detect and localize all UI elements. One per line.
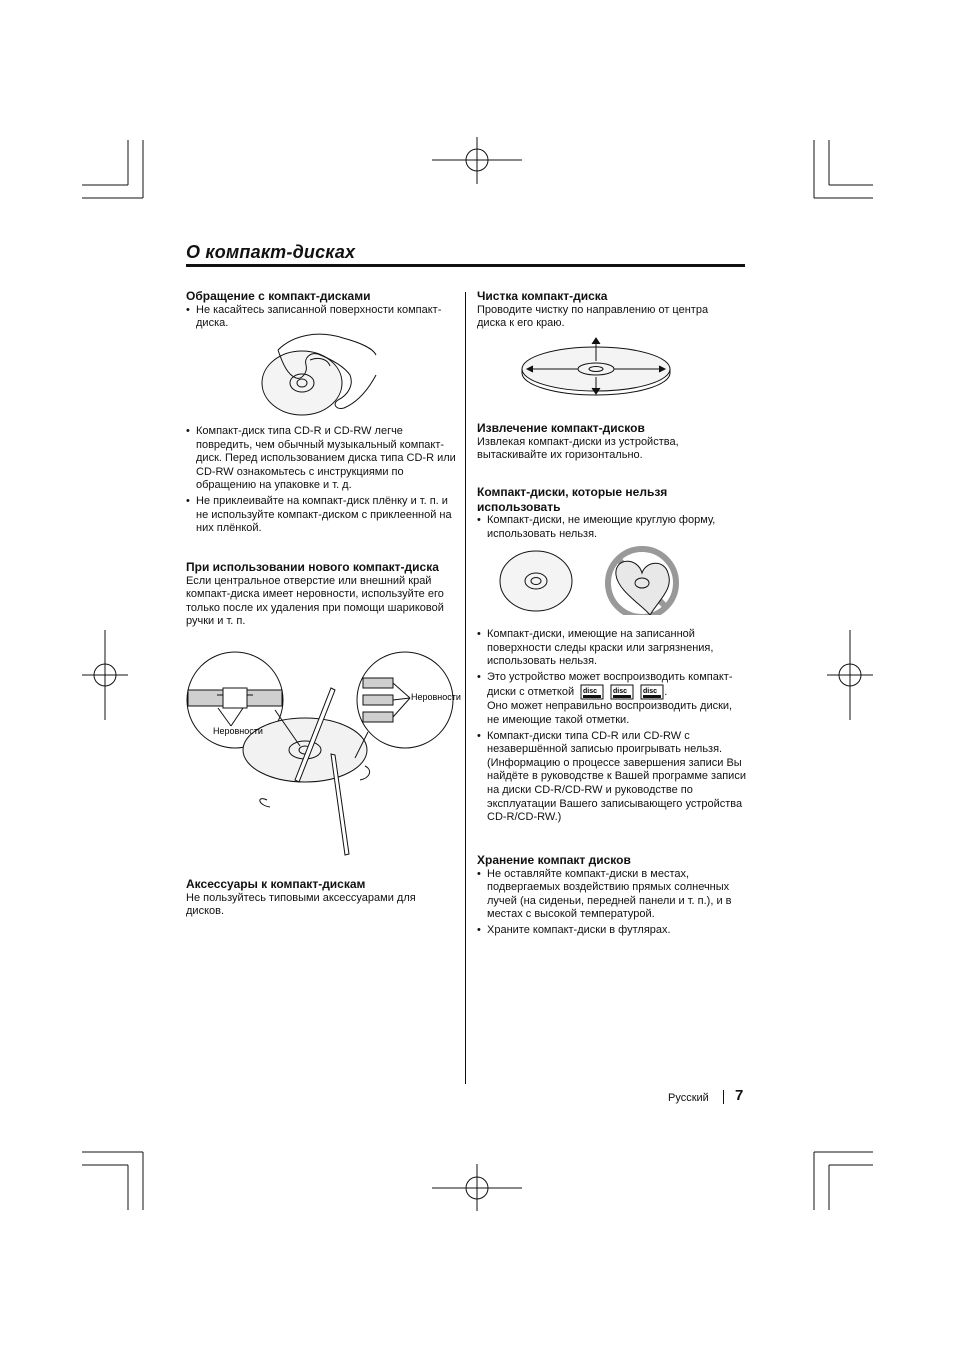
left-section-handling <box>186 289 458 333</box>
language-label: Русский <box>668 1092 709 1104</box>
right-section-cleaning <box>477 289 739 331</box>
list-item: • Компакт-диски типа CD-R или CD-RW с незавершённой записью проигрывать нельзя. (Информацию о процессе завершения записи Вы найдёте в руководстве к Вашей программе записи на диски CD-R/CD-RW и руководстве по эксплуатации Вашего записывающего устройства CD-R/CD-RW.) <box>477 730 747 825</box>
hand-holding-disc-illustration <box>258 330 383 420</box>
section-heading: При использовании нового компакт-диска <box>186 560 439 574</box>
burr-label-left: Неровности <box>213 726 263 736</box>
burr-removal-illustration <box>185 650 465 860</box>
list-item: • Не приклеивайте на компакт-диск плёнку и т. п. и не используйте компакт-диском с приклеенной на них плёнкой. <box>186 495 458 536</box>
compact-disc-rewritable-logo-icon <box>640 684 664 700</box>
page-title: О компакт-дисках <box>186 242 356 262</box>
right-section-storage <box>477 853 745 939</box>
disc-cleaning-illustration <box>520 335 672 397</box>
disc-mark-note: Оно может неправильно воспроизводить диски, не имеющие такой отметки. <box>487 700 733 726</box>
footer-divider <box>723 1090 724 1104</box>
left-section-accessories <box>186 877 448 919</box>
right-section-unusable-more <box>477 628 747 827</box>
section-text: Если центральное отверстие или внешний край компакт-диска имеет неровности, используйте его только после их удаления при помощи шариковой ручки и т. п. <box>186 574 444 628</box>
section-heading: Аксессуары к компакт-дискам <box>186 877 366 891</box>
svg-text:disc: disc <box>613 688 628 696</box>
right-section-unusable <box>477 485 745 543</box>
list-item: • Компакт-диск типа CD-R и CD-RW легче повредить, чем обычный музыкальный компакт-диск. Перед использованием диска типа CD-R или CD-RW ознакомьтесь с инструкциями по обращению на упаковке и т. д. <box>186 425 458 493</box>
section-heading: Компакт-диски, которые нельзя использовать <box>477 485 668 514</box>
section-text: Извлекая компакт-диски из устройства, вытаскивайте их горизонтально. <box>477 435 679 462</box>
section-heading: Хранение компакт дисков <box>477 853 631 867</box>
section-text: Проводите чистку по направлению от центра диска к его краю. <box>477 303 709 330</box>
compact-disc-digital-audio-logo-icon <box>580 684 604 700</box>
svg-text:disc: disc <box>583 688 598 696</box>
burr-label-right: Неровности <box>411 692 461 702</box>
svg-text:disc: disc <box>643 688 658 696</box>
list-item: • Это устройство может воспроизводить компакт-диски с отметкой disc disc disc . Оно может неправильно воспроизводить диски, не имеющие такой отметки. <box>477 671 747 728</box>
list-item: • Компакт-диски, не имеющие круглую форму, использовать нельзя. <box>477 514 745 541</box>
page-number: 7 <box>735 1087 744 1104</box>
list-item: • Храните компакт-диски в футлярах. <box>477 924 745 938</box>
list-item: • Не оставляйте компакт-диски в местах, подвергаемых воздействию прямых солнечных лучей (на сиденьи, передней панели и т. п.), и в местах с высокой температурой. <box>477 868 745 922</box>
section-heading: Чистка компакт-диска <box>477 289 608 303</box>
list-item: • Компакт-диски, имеющие на записанной поверхности следы краски или загрязнения, использовать нельзя. <box>477 628 747 669</box>
compact-disc-text-logo-icon <box>610 684 634 700</box>
non-round-disc-illustration <box>498 545 683 615</box>
left-section-new-disc <box>186 560 448 629</box>
left-section-handling-more <box>186 425 458 538</box>
list-item: • Не касайтесь записанной поверхности компакт-диска. <box>186 304 458 331</box>
section-heading: Извлечение компакт-дисков <box>477 421 645 435</box>
column-divider <box>465 292 466 1084</box>
disc-mark-text: Это устройство может воспроизводить компакт-диски с отметкой <box>487 670 733 699</box>
title-rule <box>186 264 745 267</box>
section-text: Не пользуйтесь типовыми аксессуарами для дисков. <box>186 891 416 918</box>
right-section-eject <box>477 421 739 463</box>
section-heading: Обращение с компакт-дисками <box>186 289 371 303</box>
